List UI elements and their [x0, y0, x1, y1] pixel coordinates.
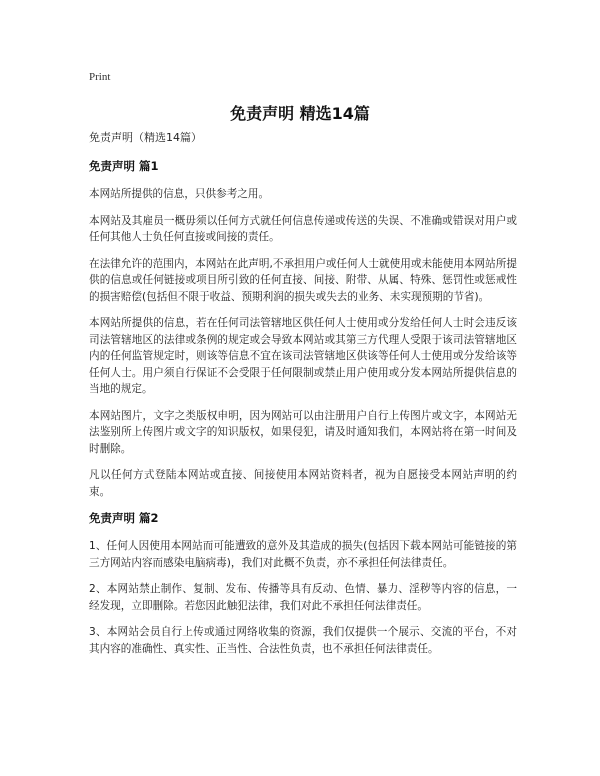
paragraph: 本网站及其雇员一概毋须以任何方式就任何信息传递或传送的失误、不准确或错误对用户或任何其他人士负任何直接或间接的责任。	[89, 214, 517, 243]
paragraph: 本网站图片，文字之类版权申明，因为网站可以由注册用户自行上传图片或文字，本网站无法鉴别所上传图片或文字的知识版权，如果侵犯，请及时通知我们，本网站将在第一时间及时删除。	[89, 409, 517, 455]
paragraph: 1、任何人因使用本网站而可能遭致的意外及其造成的损失(包括因下载本网站可能链接的第三方网站内容而感染电脑病毒)，我们对此概不负责，亦不承担任何法律责任。	[89, 540, 517, 569]
paragraph: 凡以任何方式登陆本网站或直接、间接使用本网站资料者，视为自愿接受本网站声明的约束。	[89, 469, 517, 498]
page-title: 免责声明 精选14篇	[230, 104, 370, 123]
paragraph: 在法律允许的范围内，本网站在此声明,不承担用户或任何人士就使用或未能使用本网站所提供的信息或任何链接或项目所引致的任何直接、间接、附带、从属、特殊、惩罚性或惩戒性的损害赔偿(包括但不限于收益、预期利润的损失或失去的业务、未实现预期的节省)。	[89, 257, 517, 303]
section-heading: 免责声明 篇1	[89, 159, 159, 173]
section-heading: 免责声明 篇2	[89, 511, 159, 525]
paragraph: 2、本网站禁止制作、复制、发布、传播等具有反动、色情、暴力、淫秽等内容的信息，一经发现，立即删除。若您因此触犯法律，我们对此不承担任何法律责任。	[89, 583, 517, 612]
document-subtitle: 免责声明（精选14篇）	[89, 131, 202, 144]
document-body	[89, 130, 517, 667]
paragraph: 3、本网站会员自行上传或通过网络收集的资源，我们仅提供一个展示、交流的平台，不对其内容的准确性、真实性、正当性、合法性负责，也不承担任何法律责任。	[89, 626, 517, 655]
section-2	[89, 510, 517, 657]
section-1	[89, 158, 517, 500]
paragraph: 本网站所提供的信息，只供参考之用。	[89, 188, 270, 200]
print-link[interactable]: Print	[89, 71, 111, 83]
paragraph: 本网站所提供的信息，若在任何司法管辖地区供任何人士使用或分发给任何人士时会违反该司法管辖地区的法律或条例的规定或会导致本网站或其第三方代理人受限于该司法管辖地区内的任何监管规定时，则该等信息不宜在该司法管辖地区供该等任何人士使用或分发给该等任何人士。用户须自行保证不会受限于任何限制或禁止用户使用或分发本网站所提供信息的当地的规定。	[89, 317, 517, 395]
